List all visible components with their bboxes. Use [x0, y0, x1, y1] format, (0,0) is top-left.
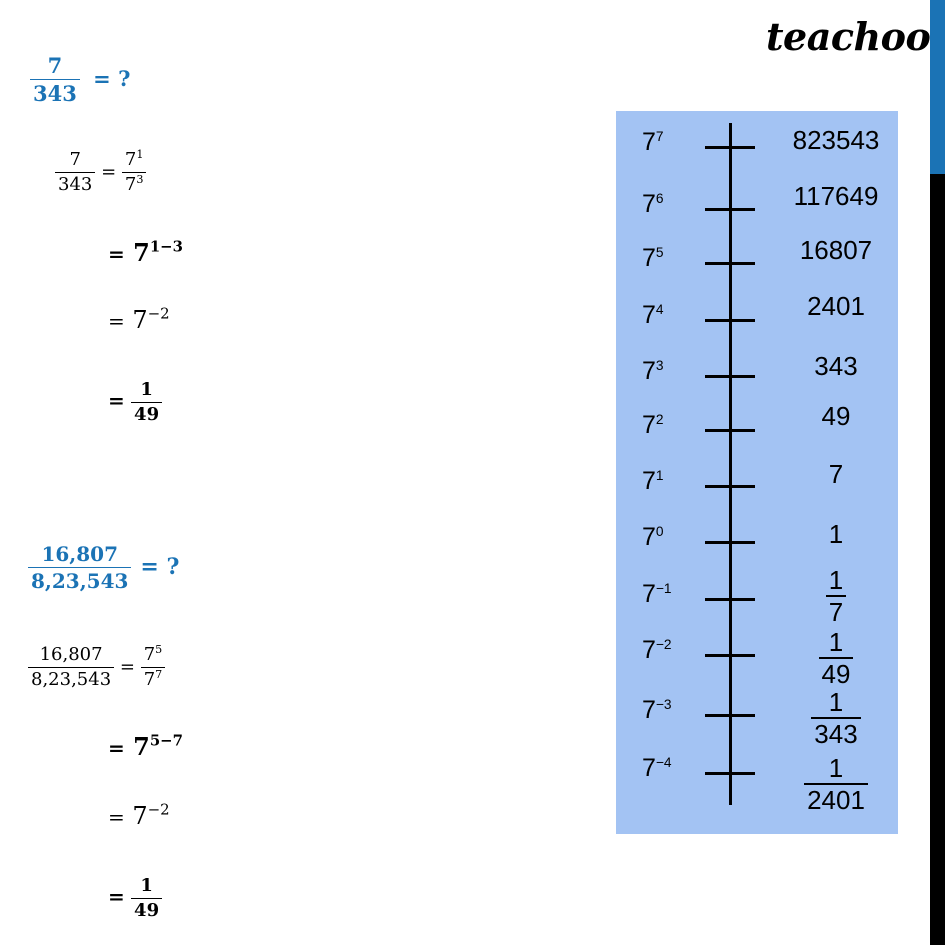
step1-lhs-fraction [28, 645, 114, 690]
step1-lhs-fraction [55, 150, 95, 195]
power-exponent: 7 [655, 129, 664, 145]
power-exponent: −3 [655, 697, 672, 713]
ladder-axis [729, 123, 732, 805]
ladder-value [776, 125, 896, 156]
fraction-denominator [141, 667, 166, 691]
power-exponent: 4 [655, 302, 664, 318]
power-exponent: 1−3 [149, 237, 183, 256]
power-base: 7 [124, 173, 137, 195]
ladder-tick [705, 319, 755, 322]
fraction-denominator: 343 [30, 79, 80, 106]
fraction-denominator: 7 [826, 595, 846, 626]
power-base: 7 [642, 636, 656, 664]
ladder-value [776, 567, 896, 627]
problem1-step2 [108, 238, 183, 267]
fraction-denominator: 49 [131, 898, 162, 922]
equals-sign: = [108, 805, 125, 829]
fraction-denominator [122, 172, 147, 196]
ladder-tick [705, 541, 755, 544]
power-exponent: 7 [155, 667, 163, 681]
power-exponent: 5 [155, 642, 163, 656]
fraction-numerator: 16,807 [39, 644, 103, 665]
ladder-power [642, 190, 664, 219]
power-exponent: 1 [136, 147, 144, 161]
power-base: 7 [642, 301, 656, 329]
power-exponent: 5−7 [149, 731, 183, 750]
fraction-denominator: 2401 [804, 783, 868, 814]
ladder-value [776, 351, 896, 382]
power-base: 7 [133, 238, 150, 267]
ladder-value [776, 291, 896, 322]
step1-rhs-fraction [141, 642, 166, 690]
power-exponent: −2 [655, 637, 672, 653]
ladder-power [642, 357, 664, 386]
powers-of-seven-ladder [616, 111, 898, 834]
fraction-denominator: 343 [55, 172, 95, 196]
power-exponent: −4 [655, 755, 672, 771]
problem2-step1 [28, 642, 165, 690]
fraction-numerator: 1 [828, 753, 844, 783]
ladder-power [642, 128, 664, 157]
ladder-tick [705, 208, 755, 211]
power-base: 7 [143, 644, 156, 665]
ladder-value [776, 401, 896, 432]
power-base: 7 [642, 190, 656, 218]
problem1-question [30, 54, 130, 106]
ladder-power [642, 467, 664, 496]
power-base: 7 [642, 411, 656, 439]
ladder-power [642, 244, 664, 273]
power-exponent: 6 [655, 191, 664, 207]
problem2-step3 [108, 802, 170, 830]
value-text: 49 [821, 401, 851, 431]
question-suffix: = ? [93, 65, 131, 91]
power-base: 7 [642, 580, 656, 608]
ladder-value [776, 755, 896, 815]
equals-sign: = [108, 736, 125, 760]
value-fraction [804, 755, 868, 815]
result-fraction [131, 380, 162, 425]
fraction-numerator: 1 [828, 687, 844, 717]
ladder-power [642, 580, 672, 609]
value-text: 2401 [807, 291, 865, 321]
ladder-power [642, 636, 672, 665]
problem2-step4 [108, 876, 162, 921]
fraction-numerator: 1 [828, 565, 844, 595]
fraction-denominator: 343 [811, 717, 860, 748]
power-exponent: 2 [655, 412, 664, 428]
value-fraction [819, 629, 854, 689]
ladder-power [642, 696, 672, 725]
value-text: 117649 [793, 181, 879, 211]
problem1-question-fraction [30, 54, 80, 106]
problem1-step1 [55, 147, 146, 195]
ladder-value [776, 689, 896, 749]
power-exponent: 3 [655, 358, 664, 374]
power-base: 7 [642, 696, 656, 724]
ladder-power [642, 411, 664, 440]
fraction-denominator: 49 [819, 657, 854, 688]
ladder-tick [705, 598, 755, 601]
power-exponent: 5 [655, 245, 664, 261]
ladder-power [642, 301, 664, 330]
value-fraction [811, 689, 860, 749]
value-text: 823543 [792, 125, 880, 155]
value-text: 7 [828, 459, 844, 489]
power-base: 7 [642, 244, 656, 272]
problem1-step3 [108, 306, 170, 334]
ladder-value [776, 181, 896, 212]
ladder-value [776, 459, 896, 490]
value-text: 1 [828, 519, 844, 549]
ladder-tick [705, 262, 755, 265]
ladder-power [642, 523, 664, 552]
fraction-numerator: 1 [828, 627, 844, 657]
problem2-step2 [108, 732, 183, 761]
problem2-question-fraction [28, 543, 131, 593]
power-base: 7 [133, 732, 150, 761]
power-base: 7 [132, 306, 148, 334]
value-text: 343 [814, 351, 858, 381]
fraction-denominator: 8,23,543 [28, 567, 131, 593]
power-base: 7 [642, 467, 656, 495]
ladder-tick [705, 146, 755, 149]
ladder-tick [705, 772, 755, 775]
power-base: 7 [642, 357, 656, 385]
result-fraction [131, 876, 162, 921]
equals-sign: = [101, 161, 117, 183]
fraction-numerator: 7 [47, 53, 63, 78]
ladder-value [776, 235, 896, 266]
question-suffix: = ? [140, 553, 180, 580]
power-base: 7 [132, 802, 148, 830]
fraction-numerator: 1 [140, 379, 153, 400]
value-text: 16807 [799, 235, 873, 265]
fraction-denominator: 8,23,543 [28, 667, 114, 691]
power-base: 7 [642, 523, 656, 551]
power-base: 7 [143, 668, 156, 690]
step1-rhs-fraction [122, 147, 147, 195]
fraction-numerator: 1 [140, 875, 153, 896]
power-exponent: 1 [655, 468, 664, 484]
power-base: 7 [642, 128, 656, 156]
equals-sign: = [108, 309, 125, 333]
equals-sign: = [108, 884, 125, 909]
equals-sign: = [119, 656, 135, 678]
fraction-denominator: 49 [131, 402, 162, 426]
ladder-tick [705, 375, 755, 378]
problem1-step4 [108, 380, 162, 425]
ladder-value [776, 629, 896, 689]
ladder-power [642, 754, 672, 783]
ladder-tick [705, 714, 755, 717]
value-fraction [826, 567, 846, 627]
ladder-tick [705, 654, 755, 657]
power-exponent: 0 [655, 524, 664, 540]
power-base: 7 [642, 754, 656, 782]
ladder-value [776, 519, 896, 550]
side-strip-accent [930, 0, 945, 174]
fraction-numerator [122, 147, 147, 172]
power-base: 7 [124, 149, 137, 170]
ladder-tick [705, 485, 755, 488]
power-exponent: −2 [147, 304, 170, 323]
teachoo-logo: teachoo [766, 14, 931, 59]
fraction-numerator: 7 [69, 149, 81, 170]
equals-sign: = [108, 388, 125, 413]
equals-sign: = [108, 242, 125, 266]
power-exponent: 3 [136, 172, 144, 186]
problem2-question [28, 543, 179, 593]
fraction-numerator: 16,807 [41, 542, 118, 566]
power-exponent: −2 [147, 800, 170, 819]
fraction-numerator [141, 642, 166, 667]
power-exponent: −1 [655, 581, 672, 597]
ladder-tick [705, 429, 755, 432]
